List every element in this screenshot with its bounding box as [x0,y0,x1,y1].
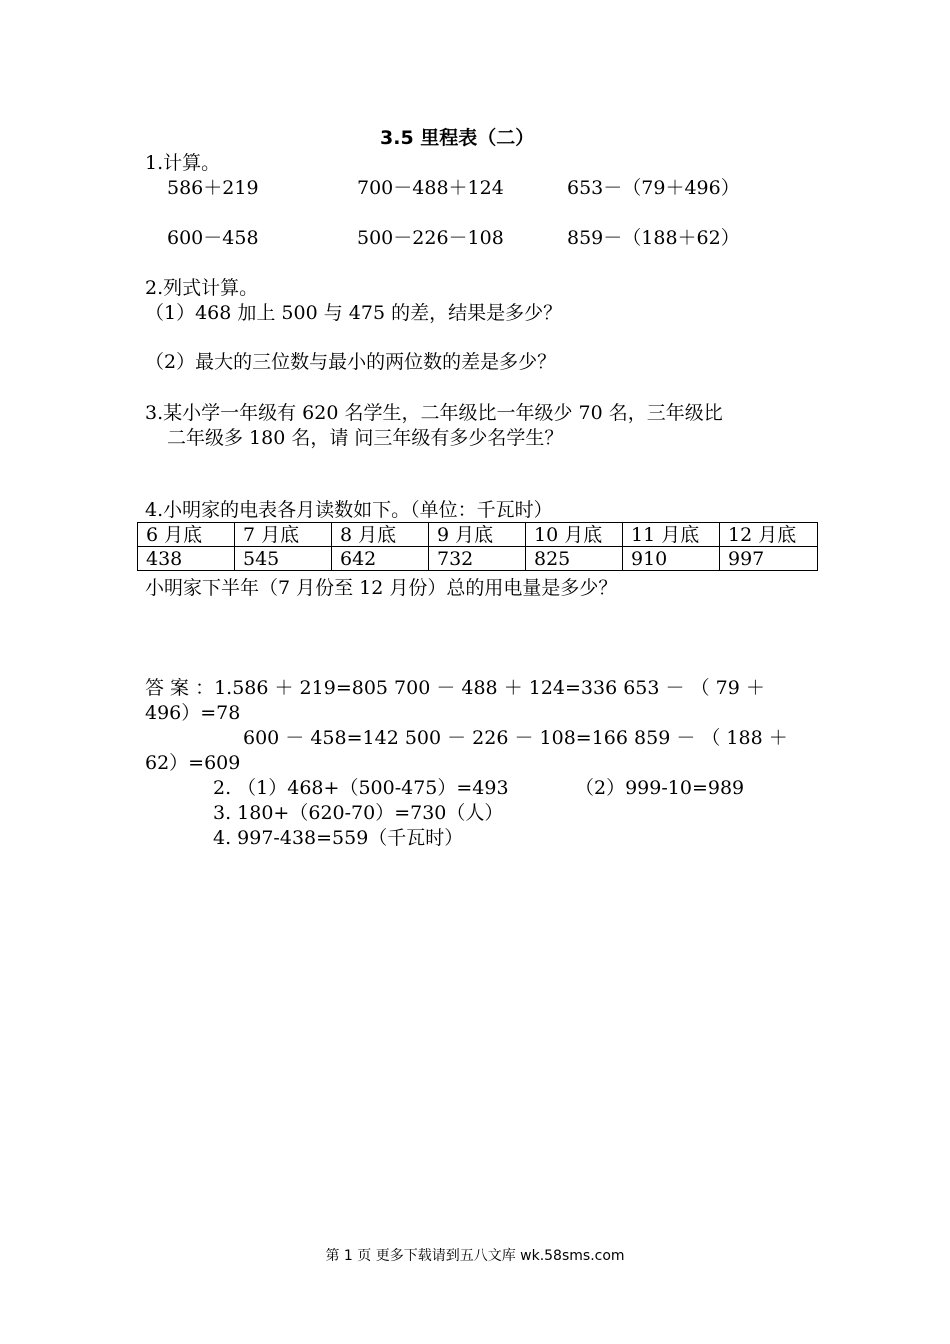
meter-header-cell: 6 月底 [138,523,235,547]
meter-header-cell: 10 月底 [526,523,623,547]
q4-heading: 4.小明家的电表各月读数如下。（单位：千瓦时） [145,499,553,521]
answer-line-2: 496）=78 [145,702,241,724]
meter-header-cell: 7 月底 [235,523,332,547]
meter-header-row [138,523,818,547]
q1-heading: 1.计算。 [145,152,221,174]
answer-2-part2: （2）999-10=989 [575,777,745,799]
q1-expr-4: 600－458 [167,227,259,249]
page-footer: 第 1 页 更多下载请到五八文库 wk.58sms.com [325,1248,625,1264]
q3-line1: 3.某小学一年级有 620 名学生，二年级比一年级少 70 名，三年级比 [145,402,723,424]
q2-part1: （1）468 加上 500 与 475 的差，结果是多少？ [145,302,563,324]
meter-value-cell: 825 [526,547,623,571]
meter-value-cell: 545 [235,547,332,571]
q3-line2: 二年级多 180 名，请 问三年级有多少名学生？ [167,427,564,449]
meter-header-cell: 11 月底 [623,523,720,547]
answer-4: 4. 997-438=559（千瓦时） [213,827,464,849]
meter-table [137,522,818,571]
answer-line-1: 答 案 ：1.586 ＋ 219=805 700 － 488 ＋ 124=336 653 － （ 79 ＋ [145,677,765,699]
meter-header-cell: 12 月底 [720,523,818,547]
q1-expr-5: 500－226－108 [357,227,504,249]
q2-part2: （2）最大的三位数与最小的两位数的差是多少？ [145,351,557,373]
meter-value-cell: 997 [720,547,818,571]
q1-expr-3: 653－（79＋496） [567,177,740,199]
q1-expr-1: 586＋219 [167,177,259,199]
q1-expr-6: 859－（188＋62） [567,227,740,249]
q2-heading: 2.列式计算。 [145,277,259,299]
meter-header-cell: 8 月底 [332,523,429,547]
meter-value-cell: 438 [138,547,235,571]
meter-value-row [138,547,818,571]
meter-value-cell: 642 [332,547,429,571]
page-title: 3.5 里程表（二） [380,127,535,149]
meter-value-cell: 910 [623,547,720,571]
q1-expr-2: 700－488＋124 [357,177,504,199]
q4-question: 小明家下半年（7 月份至 12 月份）总的用电量是多少？ [145,577,618,599]
answer-line-4: 62）=609 [145,752,241,774]
meter-header-cell: 9 月底 [429,523,526,547]
answer-3: 3. 180+（620-70）=730（人） [213,802,504,824]
answer-line-3: 600 － 458=142 500 － 226 － 108=166 859 － （ 188 ＋ [243,727,788,749]
meter-value-cell: 732 [429,547,526,571]
answer-2-part1: 2. （1）468+（500-475）=493 [213,777,509,799]
